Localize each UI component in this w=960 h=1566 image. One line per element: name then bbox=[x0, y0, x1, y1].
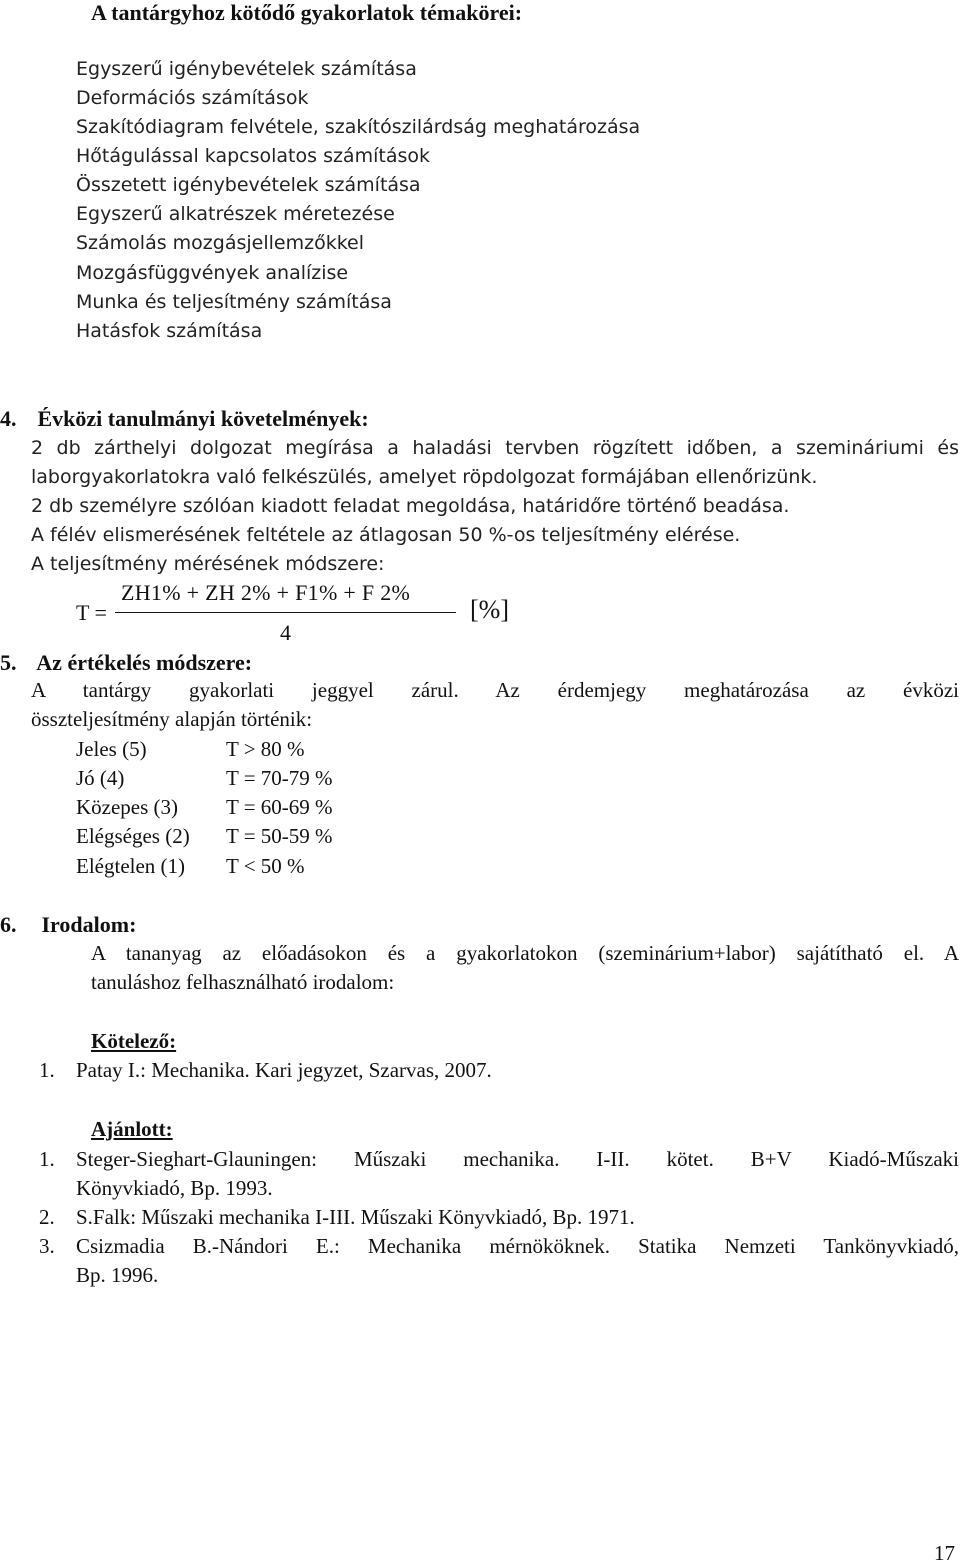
topics-heading: A tantárgyhoz kötődő gyakorlatok témakörei: bbox=[91, 0, 523, 25]
section4-number: 4. bbox=[0, 406, 17, 431]
grade-label: Elégséges (2) bbox=[76, 824, 190, 848]
section5-line: A tantárgy gyakorlati jeggyel zárul. Az érdemjegy meghatározása az évközi bbox=[31, 678, 959, 702]
mandatory-item: Patay I.: Mechanika. Kari jegyzet, Szarvas, 2007. bbox=[76, 1058, 492, 1082]
recommended-item-cont: Bp. 1996. bbox=[76, 1263, 159, 1287]
section4-line: laborgyakorlatokra való felkészülés, amelyet röpdolgozat formájában ellenőrizünk. bbox=[31, 466, 818, 488]
topic-item: Egyszerű alkatrészek méretezése bbox=[76, 203, 395, 225]
topic-item: Hatásfok számítása bbox=[76, 320, 263, 342]
page-number: 17 bbox=[934, 1541, 955, 1565]
recommended-item: Csizmadia B.-Nándori E.: Mechanika mérnököknek. Statika Nemzeti Tankönyvkiadó, bbox=[76, 1234, 959, 1258]
topic-item: Összetett igénybevételek számítása bbox=[76, 174, 421, 196]
section6-number: 6. bbox=[0, 912, 17, 937]
grade-range: T = 50-59 % bbox=[226, 824, 333, 848]
section4-line: 2 db zárthelyi dolgozat megírása a haladási tervben rögzített időben, a szemináriumi és bbox=[31, 437, 959, 459]
formula-denominator: 4 bbox=[280, 620, 291, 645]
topic-item: Munka és teljesítmény számítása bbox=[76, 291, 392, 313]
grade-range: T = 70-79 % bbox=[226, 766, 333, 790]
grade-label: Közepes (3) bbox=[76, 795, 179, 819]
grade-range: T = 60-69 % bbox=[226, 795, 333, 819]
recommended-item-number: 2. bbox=[39, 1205, 55, 1229]
section5-heading bbox=[0, 650, 252, 676]
section5-number: 5. bbox=[0, 650, 17, 675]
grade-range: T > 80 % bbox=[226, 737, 305, 761]
recommended-item: Steger-Sieghart-Glauningen: Műszaki mechanika. I-II. kötet. B+V Kiadó-Műszaki bbox=[76, 1147, 959, 1171]
section6-line: tanuláshoz felhasználható irodalom: bbox=[91, 970, 395, 994]
recommended-heading: Ajánlott: bbox=[91, 1117, 173, 1141]
section4-title: Évközi tanulmányi követelmények: bbox=[37, 406, 369, 431]
formula-unit: [%] bbox=[470, 595, 509, 624]
grade-range: T < 50 % bbox=[226, 854, 305, 878]
section6-title: Irodalom: bbox=[41, 912, 137, 937]
section4-line: A félév elismerésének feltétele az átlagosan 50 %-os teljesítmény elérése. bbox=[31, 524, 741, 546]
topic-item: Mozgásfüggvények analízise bbox=[76, 262, 349, 284]
mandatory-item-number: 1. bbox=[39, 1058, 55, 1082]
section5-line: összteljesítmény alapján történik: bbox=[31, 707, 313, 731]
recommended-item: S.Falk: Műszaki mechanika I-III. Műszaki Könyvkiadó, Bp. 1971. bbox=[76, 1205, 635, 1229]
section4-line: A teljesítmény mérésének módszere: bbox=[31, 553, 385, 575]
section6-heading bbox=[0, 912, 136, 938]
mandatory-heading: Kötelező: bbox=[91, 1029, 177, 1053]
formula-numerator: ZH1% + ZH 2% + F1% + F 2% bbox=[121, 580, 411, 605]
section5-title: Az értékelés módszere: bbox=[36, 650, 253, 675]
topic-item: Hőtágulással kapcsolatos számítások bbox=[76, 145, 430, 167]
section4-line: 2 db személyre szólóan kiadott feladat megoldása, határidőre történő beadása. bbox=[31, 495, 790, 517]
topic-item: Deformációs számítások bbox=[76, 87, 309, 109]
recommended-item-number: 1. bbox=[39, 1147, 55, 1171]
recommended-item-number: 3. bbox=[39, 1234, 55, 1258]
topic-item: Szakítódiagram felvétele, szakítószilárdság meghatározása bbox=[76, 116, 641, 138]
section6-line: A tananyag az előadásokon és a gyakorlatokon (szeminárium+labor) sajátítható el. A bbox=[91, 941, 959, 965]
topic-item: Egyszerű igénybevételek számítása bbox=[76, 58, 417, 80]
fraction-bar bbox=[115, 612, 456, 613]
grade-label: Jó (4) bbox=[76, 766, 125, 790]
topic-item: Számolás mozgásjellemzőkkel bbox=[76, 232, 364, 254]
recommended-item-cont: Könyvkiadó, Bp. 1993. bbox=[76, 1176, 273, 1200]
section4-heading bbox=[0, 406, 369, 432]
formula-lhs: T = bbox=[76, 600, 107, 625]
grade-label: Elégtelen (1) bbox=[76, 854, 186, 878]
grade-label: Jeles (5) bbox=[76, 737, 147, 761]
